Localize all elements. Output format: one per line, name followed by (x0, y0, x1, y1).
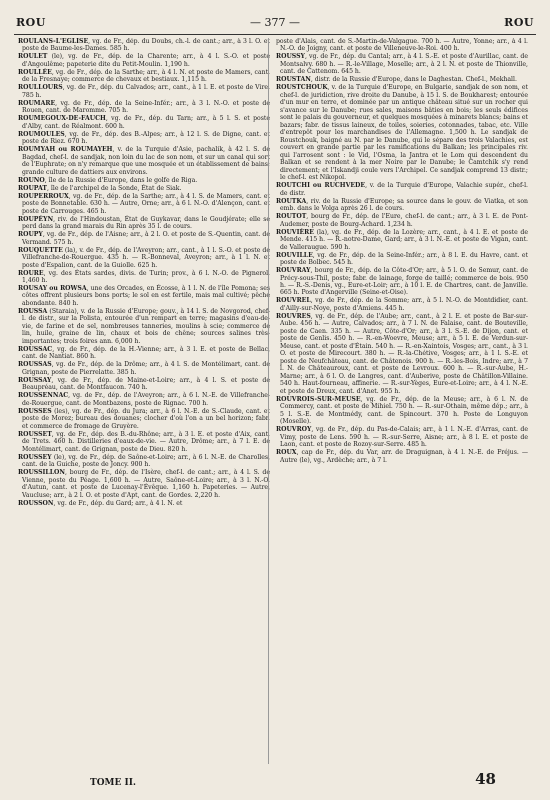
dictionary-entry (276, 426, 528, 448)
entry-text: , vg. de Fr., dép. du Doubs, ch.-l. de cant.; arr., à 3 l. O. et poste de Baume-les-Dames. 585 h. (22, 38, 270, 53)
entry-headword: ROUVILLE (276, 251, 313, 259)
entry-text: , vg. de Fr., dép. du Gard; arr., à 4 l. N. et (53, 499, 183, 507)
column-divider (268, 38, 269, 764)
dictionary-entry (18, 392, 270, 407)
dictionary-entry (276, 198, 528, 213)
entry-text: , vg. de Fr., dép. de la Seine-Infér.; arr., à 8 l. E. du Havre, cant. et poste de Bolbec. 545 h. (280, 251, 528, 267)
entry-text: , vg. de Fr., dép. de la Seine-Infér.; arr., à 3 l. N.-O. et poste de Rouen, cant. de Maromme. 705 h. (22, 99, 270, 115)
entry-headword: ROUVRAY (276, 267, 311, 275)
dictionary-entry (18, 69, 270, 84)
page-footer (18, 770, 532, 796)
dictionary-entry (276, 267, 528, 297)
dictionary-entry (18, 84, 270, 99)
dictionary-entry (276, 84, 528, 181)
dictionary-entry (18, 193, 270, 215)
entry-headword: ROUMYAH ou ROUMAYEH (18, 146, 113, 154)
entry-text: , vg. de Fr., dép. de l'Aisne; arr., à 2 l. O. et poste de S.-Quentin, cant. de Vermand. 575 h. (22, 231, 270, 246)
dictionary-entry (276, 229, 528, 251)
dictionary-entry (276, 53, 528, 75)
entry-headword: ROUVROIS-SUR-MEUSE (276, 395, 361, 403)
dictionary-entry (18, 185, 270, 192)
dictionary-entry (276, 182, 528, 197)
dictionary-entry (276, 38, 528, 53)
entry-headword: ROUSAY ou ROWSA (18, 285, 87, 292)
entry-text: , bourg de Fr., dép. de l'Eure, chef-l. de cant.; arr., à 3 l. E. de Pont-Audemer, poste de Bourg-Achard. 1,234 h. (280, 213, 528, 228)
entry-text: , vg. de Fr., dép. du Cantal; arr., à 4 l. S.-E. et poste d'Aurillac, cant. de Montsalvy. 680 h. — R.-le-Village, Moselle; arr., à 2 l. N. et poste de Thionville, cant. de Cattenom. 645 h. (280, 53, 528, 76)
entry-text: poste d'Alais, cant. de S.-Martin-de-Valgague. 700 h. — Autre, Yonne; arr., à 4 l. N.-O. de Joigny, cant. et poste de Villeneuve-le-Roi. 400 h. (276, 38, 528, 53)
entry-text: , bourg de Fr., dép. de l'Isère, chef-l. de cant.; arr., à 4 l. S. de Vienne, poste du Péage. 1,600 h. — Autre, Saône-et-Loire; arr., à 3 l. N.-O. d'Autun, cant. et poste de Lucenay-l'Évêque. 1,160 h. Papeteries. — Autre, Vaucluse; arr., à 2 l. O. et poste d'Apt, cant. de Gordes. 2,220 h. (22, 469, 270, 499)
entry-text: , bourg de Fr., dép. de la Côte-d'Or; arr., à 5 l. O. de Semur, cant. de Précy-sous-Thil, poste; fabr. de lainage, forge de taillé; commerce de bois. 950 h. — R.-S.-Denis, vg., Eure-et-Loir; arr., à 10 l. E. de Chartres, cant. de Janville. 665 h. Poste d'Angerville (Seine-et-Oise). (280, 267, 528, 297)
entry-headword: ROULLÉE (18, 68, 52, 76)
entry-text: (le), vg. de Fr., dép. de Saône-et-Loire; arr., à 6 l. N.-E. de Charolles, cant. de la Guiche, poste de Joncy. 900 h. (22, 453, 270, 469)
entry-text: , vg. de Fr., dép. de la H.-Vienne; arr., à 3 l. E. et poste de Bellac, cant. de Nantiat. 860 h. (22, 345, 270, 361)
entry-headword: ROUVROY (276, 426, 312, 434)
dictionary-entry (276, 297, 528, 312)
dictionary-entry (18, 38, 270, 53)
entry-headword: ROUSSAS (18, 361, 52, 369)
dictionary-entry (18, 454, 270, 469)
entry-headword: ROUTOT (276, 213, 307, 221)
entry-headword: ROUSSET (18, 430, 52, 438)
entry-text: , une des Orcades, en Écosse, à 1 l. N. de l'île Pomona; ses côtes offrent plusieurs bons ports; le sol en est fertile, mais mal cultivé; pêche abondante. 840 h. (22, 285, 270, 307)
entry-headword: ROUMOULES (18, 130, 65, 138)
dictionary-entry (18, 231, 270, 246)
entry-text: , v. de la Turquie d'Europe, Valachie supér., chef-l. de distr. (280, 182, 528, 197)
entry-headword: ROUVIÈRE (276, 228, 314, 236)
dictionary-entry (276, 396, 528, 426)
entry-text: , vg. de Fr., dép. du Tarn; arr., à 5 l. S. et poste d'Alby, cant. de Réalmont. 600 h. (22, 115, 270, 130)
dictionary-entry (18, 247, 270, 269)
entry-headword: ROUMARE (18, 99, 56, 107)
header-right-guideword: ROU (504, 16, 534, 29)
right-column (276, 38, 528, 766)
dictionary-entry (18, 53, 270, 68)
entry-text: , vg. de Fr., dép. de la Sarthe; arr., à 4 l. S. de Mamers, cant. et poste de Bonnetable. 630 h. — Autre, Orne; arr., à 6 l. N.-O. d'Alençon, cant. et poste de Carrouges. 465 h. (22, 192, 270, 215)
entry-text: , île de la Russie d'Europe, dans le golfe de Riga. (44, 176, 198, 184)
entry-text: (Staraia), v. de la Russie d'Europe; gouv., à 14 l. S. de Novgorod, chef-l. de distr., sur la Polista, entourée d'un rempart en terre; magasins d'eau-de-vie, de farine et de sel, nombreuses tanneries, moulins à scie; commerce de lin, huile, graine de lin, chaux et bois de chêne; sources salines très-importantes; trois foires ann. 6,000 h. (22, 307, 270, 345)
running-header (14, 16, 536, 32)
left-column (18, 38, 270, 766)
volume-label: TOME II. (90, 778, 137, 788)
entry-text: , vg. des États sardes, divis. de Turin; prov., à 6 l. N.-O. de Pignerol. 1,460 h. (22, 269, 270, 285)
entry-headword: ROUSSES (18, 407, 52, 415)
entry-text: , vg. de Fr., dép. de l'Aube; arr., cant., à 2 l. E. et poste de Bar-sur-Aube. 456 h. — Autre, Calvados; arr., à 7 l. N. de Falaise, cant. de Bouteville, poste de Caen. 335 h. — Autre, Côte-d'Or; arr., à 3 l. S.-E. de Dijon, cant. et poste de Genlis. 450 h. — R.-en-Woevre, Meuse; arr., à 5 l. E. de Verdun-sur-Meuse, cant. et poste d'Étain. 540 h. — R.-en-Xaintois, Vosges; arr., cant., à 3 l. O. et poste de Mirecourt. 380 h. — R.-la-Chétive, Vosges; arr., à 1 l. S.-E. et poste de Neufchâteau, cant. de Châtenois. 900 h. — R.-les-Bois, Indre; arr., à 7 l. N. de Châteauroux, cant. et poste de Levroux. 600 h. — R.-sur-Aube, H.-Marne; arr., à 6 l. O. de Langres, cant. d'Auberive, poste de Châtillon-Villaine. 540 h. Haut-fourneau, affinerie. — R.-sur-Yèges, Eure-et-Loire; arr., à 4 l. N.-E. et poste de Dreux, cant. d'Anet. 955 h. (280, 312, 528, 395)
dictionary-entry (18, 100, 270, 115)
dictionary-entry (18, 431, 270, 453)
entry-headword: ROUPAT (18, 184, 47, 192)
entry-headword: ROUSTCHOUK (276, 84, 328, 92)
dictionary-entry (18, 270, 270, 285)
dictionary-entry (18, 115, 270, 130)
entry-headword: ROULLOURS (18, 84, 63, 92)
header-left-guideword: ROU (16, 16, 46, 29)
dictionary-entry (18, 469, 270, 499)
entry-text: , vg. de Fr., dép. des B.-du-Rhône; arr., à 3 l. E. et poste d'Aix, cant. de Trets. 460 h. Distilleries d'eaux-de-vie. — Autre, Drôme; arr., à 7 l. E. de Montélimart, cant. de Grignan, poste de Dieu. 820 h. (22, 430, 270, 453)
entry-text: , riv. de l'Hindoustan, État de Guykavar, dans le Goudjérate; elle se perd dans la grand marais du Rin après 35 l. de cours. (22, 215, 270, 231)
dictionary-entry (18, 377, 270, 392)
entry-text: , vg. de Fr., dép. de la Sarthe; arr., à 4 l. N. et poste de Mamers, cant. de la Fresnaye; commerce de chevaux et bestiaux. 1,115 h. (22, 68, 270, 84)
entry-text: , riv. de la Russie d'Europe; sa source dans le gouv. de Viatka, et son emb. dans le Volga après 26 l. de cours. (280, 197, 528, 213)
entry-headword: ROUTCHI ou RUCHVEDE (276, 182, 366, 190)
entry-headword: ROUSTAN (276, 76, 311, 84)
entry-headword: ROUVRES (276, 312, 311, 320)
entry-text: , île de l'archipel de la Sonde, État de Siak. (46, 184, 182, 192)
entry-text: , vg. de Fr., dép. de la Drôme; arr., à 4 l. S. de Montélimart, cant. de Grignan, poste de Pierrelatte. 385 h. (22, 361, 270, 376)
entry-text: , v. de la Turquie d'Asie, pachalik, à 42 l. S. de Bagdad, chef-l. de sandjak, non loin du lac de son nom, et sur un canal qui sort de l'Euphrate; on n'y remarque que une mosquée et un établissement de bains; grande culture de dattiers aux environs. (22, 146, 270, 176)
dictionary-entry (276, 213, 528, 228)
entry-text: (la), vg. de Fr., dép. de la Lozère; arr., cant., à 4 l. E. et poste de Mende. 415 h. — R.-notre-Dame, Gard; arr., à 3 l. N.-E. et poste de Vigan, cant. de Valleraugue. 590 h. (280, 228, 528, 251)
dictionary-entry (276, 252, 528, 267)
entry-headword: ROUPY (18, 231, 43, 239)
entry-text: (les), vg. de Fr., dép. du Jura; arr., à 6 l. N.-E. de S.-Claude, cant. et poste de Morez; bureau des douanes; clocher d'où l'on a un bel horizon; fabr. et commerce de fromage de Gruyère. (22, 407, 270, 430)
header-page-number: — 377 — (250, 16, 300, 29)
entry-headword: ROUPÉYN (18, 215, 54, 223)
entry-headword: ROUX (276, 449, 297, 457)
entry-text: , vg. de Fr., dép. de la Meuse; arr., à 6 l. N. de Commercy, cant. et poste de Mihiel. 750 h. — R.-sur-Othain, même dép.; arr., à 5 l. S.-E. de Montmédy, cant. de Spincourt. 370 h. Poste de Longuyon (Moselle). (280, 395, 528, 426)
dictionary-entry (18, 308, 270, 345)
entry-headword: ROUSSAC (18, 345, 53, 353)
dictionary-entry (276, 76, 528, 83)
dictionary-entry (276, 313, 528, 395)
dictionary-entry (18, 216, 270, 231)
entry-headword: ROUQUETTE (18, 246, 63, 254)
entry-headword: ROUTKA (276, 197, 307, 205)
dictionary-entry (18, 361, 270, 376)
entry-headword: ROURE (18, 269, 44, 277)
entry-text: , vg. de Fr., dép. de l'Aveyron; arr., à 6 l. N.-E. de Villefranche-de-Rouergue, cant. de Montbazens, poste de Rignac. 700 h. (22, 392, 270, 407)
entry-text: , vg. de Fr., dép. de la Somme; arr., à 5 l. N.-O. de Montdidier, cant. d'Ailly-sur-Noye, poste d'Amiens. 445 h. (280, 297, 528, 312)
entry-text: , vg. de Fr., dép. des B.-Alpes; arr., à 12 l. S. de Digne, cant. et poste de Riez. 670 h. (22, 130, 270, 146)
entry-headword: ROUPERROUX (18, 192, 69, 200)
entry-headword: ROUSSENNAC (18, 392, 69, 400)
dictionary-entry (18, 146, 270, 176)
entry-headword: ROUNO (18, 176, 45, 184)
entry-headword: ROUSSON (18, 499, 54, 507)
entry-headword: ROULET (18, 53, 48, 61)
entry-headword: ROUSSY (276, 53, 305, 61)
entry-text: , vg. de Fr., dép. du Calvados; arr., cant., à 1 l. E. et poste de Vire. 785 h. (22, 84, 270, 99)
entry-text: , v. de la Turquie d'Europe, en Bulgarie, sandjak de son nom, et chef-l. de juridiction, rive droite du Danube, à 15 l. S. de Boukharest; entourée d'un mur en terre, et dominée par un antique château situé sur un rocher qui s'avance sur le Danube; rues sales, maisons bâties en bois; les seuls édifices sont le palais du gouverneur, et quelques mosquées à minarets blancs; bains et bazars; fabr. de tissus laineux, de toiles, soieries, cotonnades, tabac, etc. Ville d'entrepôt pour les marchandises de l'Allemagne. 1,500 h. Le sandjak de Roustchouk, baigné au N. par le Danube, qui le sépare des trois Valachies, est couvert en grande partie par les ramifications du Balkan; les principales riv. qui l'arrosent sont : le Vid, l'Osma, la Jantra et le Lom qui descendent du Balkan et se rendent à la mer Noire par le Danube; le Camtchik s'y rend directement; et l'Iskandji coule vers l'Archipel. Ce sandjak comprend 13 distr.; le chef-l. est Nikopol. (280, 84, 528, 182)
entry-headword: ROUSSEY (18, 453, 52, 461)
dictionary-entry (18, 177, 270, 184)
dictionary-entry (18, 500, 270, 507)
dictionary-entry (18, 285, 270, 307)
dictionary-entry (276, 449, 528, 464)
entry-text: , vg. de Fr., dép. du Pas-de-Calais; arr., à 1 l. N.-E. d'Arras, cant. de Vimy, poste de Lens. 590 h. — R.-sur-Serre, Aisne; arr., à 8 l. E. et poste de Laon, cant. et poste de Rozoy-sur-Serre. 485 h. (280, 426, 528, 449)
entry-headword: ROUVREL (276, 297, 311, 305)
dictionary-entry (18, 346, 270, 361)
entry-text: (la), v. de Fr., dép. de l'Aveyron; arr., cant., à 1 l. S.-O. et poste de Villefranche-de-Rouergue. 435 h. — R.-Bonneval, Aveyron; arr., à 1 l. N. et poste d'Espalion, cant. de la Guiolle. 625 h. (22, 246, 270, 269)
header-rule (14, 34, 536, 35)
dictionary-entry (18, 131, 270, 146)
entry-headword: ROUMEGOUX-DE-FAUCH (18, 115, 106, 123)
entry-text: , vg. de Fr., dép. de Maine-et-Loire; arr., à 4 l. S. et poste de Beaupréau, cant. de Montfaucon. 740 h. (22, 376, 270, 392)
entry-text: , distr. de la Russie d'Europe, dans le Daghestan. Chef-l., Mekhall. (310, 76, 517, 84)
entry-headword: ROUSSA (18, 307, 48, 315)
entry-text: , cap de Fr., dép. du Var, arr. de Draguignan, à 4 l. N.-E. de Fréjus. — Autre (le), vg., Ardèche; arr., à 7 l. (280, 449, 528, 464)
dictionary-entry (18, 408, 270, 430)
entry-headword: ROUSSILLON (18, 469, 66, 477)
entry-headword: ROUSSAY (18, 376, 52, 384)
signature-number: 48 (475, 770, 496, 788)
entry-text: (le), vg. de Fr., dép. de la Charente; arr., à 4 l. S.-O. et poste d'Angoulême; papeterie dite du Petit-Moulin. 1,190 h. (22, 53, 270, 68)
entry-headword: ROULANS-L'ÉGLISE (18, 38, 89, 45)
